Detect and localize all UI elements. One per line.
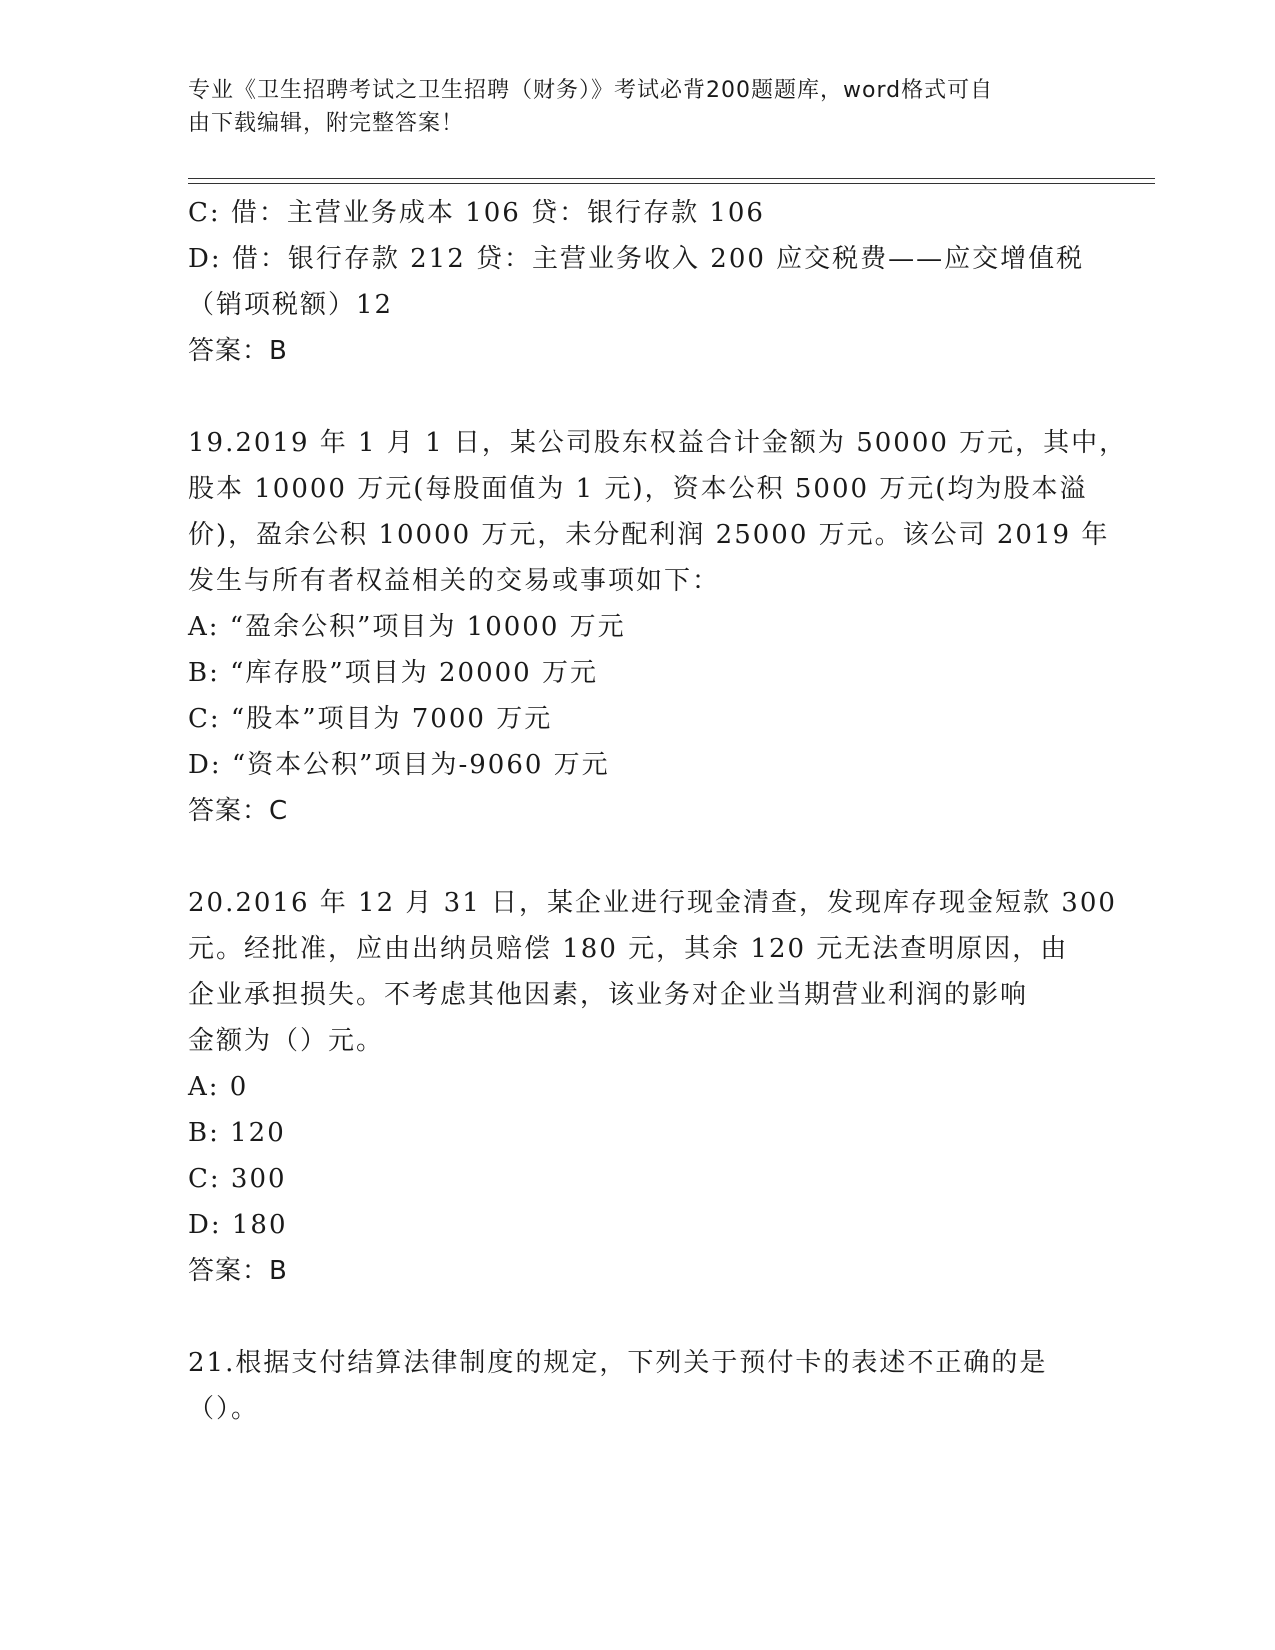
question-21-block [188, 1340, 1088, 1432]
answer: 答案：C [188, 796, 289, 826]
question-stem: 股本 10000 万元(每股面值为 1 元)，资本公积 5000 万元(均为股本溢 [188, 474, 1088, 504]
option-c: C: 300 [188, 1164, 287, 1194]
question-stem: 19.2019 年 1 月 1 日，某公司股东权益合计金额为 50000 万元，其中， [188, 428, 1128, 458]
question-stem: 价)，盈余公积 10000 万元，未分配利润 25000 万元。该公司 2019 年 [188, 520, 1110, 550]
question-19-block [188, 420, 1128, 834]
header-divider-top [188, 178, 1155, 179]
header-divider-bottom [188, 183, 1155, 184]
spacer [188, 374, 1088, 420]
option-d: D: 借：银行存款 212 贷：主营业务收入 200 应交税费——应交增值税 [188, 244, 1085, 274]
option-b: B: “库存股”项目为 20000 万元 [188, 658, 598, 688]
option-b: B: 120 [188, 1118, 286, 1148]
option-a: A: 0 [188, 1072, 249, 1102]
document-body [188, 190, 1128, 1432]
question-stem: 企业承担损失。不考虑其他因素，该业务对企业当期营业利润的影响 [188, 980, 1029, 1010]
previous-question-block [188, 190, 1088, 374]
question-stem: （）。 [188, 1394, 260, 1424]
option-d: D: “资本公积”项目为-9060 万元 [188, 750, 610, 780]
question-stem: 21.根据支付结算法律制度的规定，下列关于预付卡的表述不正确的是 [188, 1348, 1048, 1378]
question-20-block [188, 880, 1117, 1294]
option-c: C: 借：主营业务成本 106 贷：银行存款 106 [188, 198, 765, 228]
answer: 答案：B [188, 1256, 288, 1286]
question-stem: 金额为（）元。 [188, 1026, 385, 1056]
header-title-line-2: 由下载编辑，附完整答案！ [188, 111, 465, 136]
question-stem: 20.2016 年 12 月 31 日，某企业进行现金清查，发现库存现金短款 300 [188, 888, 1117, 918]
document-header [188, 74, 1068, 140]
spacer [188, 1294, 1088, 1340]
option-d-continued: （销项税额）12 [188, 290, 394, 320]
question-stem: 元。经批准，应由出纳员赔偿 180 元，其余 120 元无法查明原因，由 [188, 934, 1069, 964]
option-a: A: “盈余公积”项目为 10000 万元 [188, 612, 626, 642]
question-stem: 发生与所有者权益相关的交易或事项如下： [188, 566, 721, 596]
spacer [188, 834, 1088, 880]
answer: 答案：B [188, 336, 288, 366]
option-d: D: 180 [188, 1210, 288, 1240]
header-title-line-1: 专业《卫生招聘考试之卫生招聘（财务）》考试必背200题题库，word格式可自 [188, 78, 994, 103]
option-c: C: “股本”项目为 7000 万元 [188, 704, 553, 734]
